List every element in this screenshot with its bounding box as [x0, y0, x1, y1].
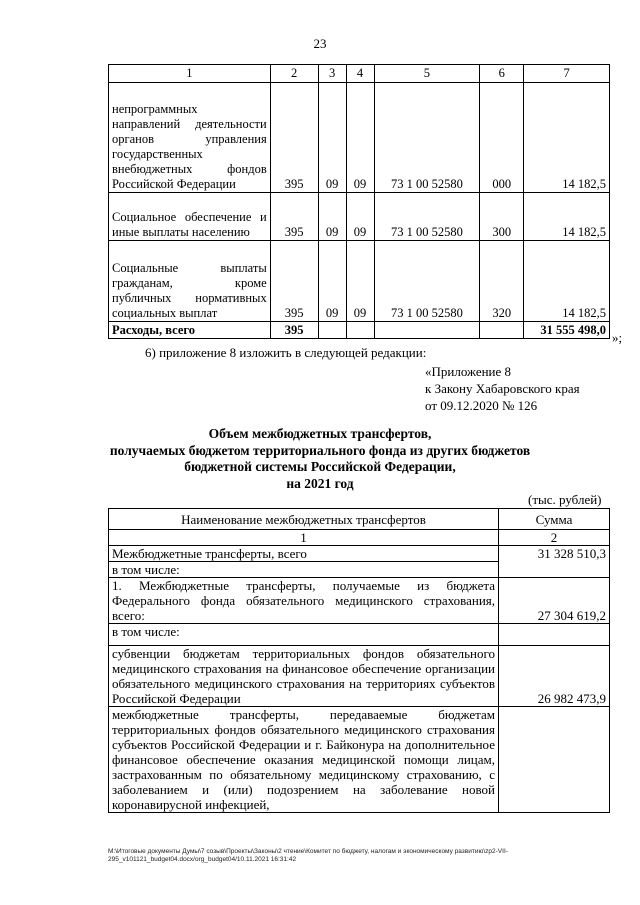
row-ved: 395	[270, 193, 318, 241]
row-vr: 000	[480, 83, 524, 193]
row-csr: 73 1 00 52580	[374, 241, 480, 322]
appendix-heading	[425, 363, 580, 414]
col-7-header: 7	[524, 65, 610, 83]
row-pr: 09	[346, 193, 374, 241]
table-row	[109, 646, 610, 707]
col-6-header: 6	[480, 65, 524, 83]
item-6-text: 6) приложение 8 изложить в следующей редакции:	[145, 345, 427, 360]
file-path-footer: M:\Итоговые документы Думы\7 созыв\Проекты\Законы\2 чтение\Комитет по бюджету, налогам и экономическому развитию\zp2-VII-295_v101121_budget04.docx/org_budget04/10.11.2021 16:31:42	[108, 848, 508, 863]
total-row	[109, 322, 610, 339]
total-label: Расходы, всего	[109, 322, 271, 339]
row-name: непрограммных направлений деятельности органов управления государственных внебюджетных фондов Российской Федерации	[109, 83, 271, 193]
row-sum: 26 982 473,9	[499, 646, 610, 707]
row-sum	[499, 624, 610, 646]
quote-close: »;	[612, 330, 623, 345]
col-5-header: 5	[374, 65, 480, 83]
row-ved: 395	[270, 83, 318, 193]
units-label: (тыс. рублей)	[528, 492, 602, 507]
row-rz: 09	[318, 241, 346, 322]
title-line: на 2021 год	[286, 475, 354, 491]
row-vr: 320	[480, 241, 524, 322]
row-rz: 09	[318, 83, 346, 193]
table-header-row	[109, 65, 610, 83]
row-name: в том числе:	[109, 624, 499, 646]
table-row	[109, 241, 610, 322]
row-csr: 73 1 00 52580	[374, 83, 480, 193]
row-vr: 300	[480, 193, 524, 241]
row-csr: 73 1 00 52580	[374, 193, 480, 241]
page-number: 23	[313, 36, 327, 51]
row-sum: 14 182,5	[524, 83, 610, 193]
transfers-table	[108, 508, 610, 813]
row-sum: 27 304 619,2	[499, 578, 610, 624]
row-name: субвенции бюджетам территориальных фондов обязательного медицинского страхования на финансовое обеспечение организации обязательного медицинского страхования на территориях субъектов Российской Федерации	[109, 646, 499, 707]
total-ved: 395	[270, 322, 318, 339]
table-row	[109, 193, 610, 241]
appendix-line: от 09.12.2020 № 126	[425, 398, 538, 413]
row-sum	[499, 707, 610, 813]
title-line: Объем межбюджетных трансфертов,	[208, 426, 432, 441]
table-row	[109, 546, 610, 562]
col-2-header: 2	[270, 65, 318, 83]
total-sum: 31 555 498,0	[524, 322, 610, 339]
table-row	[109, 578, 610, 624]
sum-header: Сумма	[499, 509, 610, 530]
title-line: получаемых бюджетом территориального фонда из других бюджетов	[109, 442, 531, 458]
row-ved: 395	[270, 241, 318, 322]
col-1-number: 1	[109, 530, 499, 546]
row-sum: 31 328 510,3	[499, 546, 610, 578]
col-4-header: 4	[346, 65, 374, 83]
document-title	[0, 426, 640, 492]
row-rz: 09	[318, 193, 346, 241]
title-line: бюджетной системы Российской Федерации,	[184, 459, 456, 474]
table-row	[109, 707, 610, 813]
appendix-line: «Приложение 8	[425, 364, 512, 379]
row-name: межбюджетные трансферты, передаваемые бюджетам территориальных фондов обязательного медицинского страхования субъектов Российской Федерации и г. Байконура на дополнительное финансовое обеспечение оказания медицинской помощи лицам, застрахованным по обязательному медицинскому страхованию, с заболеванием и (или) подозрением на заболевание новой коронавирусной инфекцией,	[109, 707, 499, 813]
table-header-row	[109, 509, 610, 530]
row-name: Социальные выплаты гражданам, кроме публичных нормативных социальных выплат	[109, 241, 271, 322]
col-3-header: 3	[318, 65, 346, 83]
table-row	[109, 83, 610, 193]
name-header: Наименование межбюджетных трансфертов	[109, 509, 499, 530]
column-number-row	[109, 530, 610, 546]
row-sum: 14 182,5	[524, 193, 610, 241]
row-name: 1. Межбюджетные трансферты, получаемые из бюджета Федерального фонда обязательного медицинского страхования, всего:	[109, 578, 499, 624]
row-sum: 14 182,5	[524, 241, 610, 322]
row-pr: 09	[346, 241, 374, 322]
col-1-header: 1	[109, 65, 271, 83]
appendix-line: к Закону Хабаровского края	[425, 381, 580, 396]
row-name: в том числе:	[109, 562, 499, 578]
col-2-number: 2	[499, 530, 610, 546]
row-name: Социальное обеспечение и иные выплаты населению	[109, 193, 271, 241]
expenses-table	[108, 64, 610, 339]
row-name: Межбюджетные трансферты, всего	[109, 546, 499, 562]
row-pr: 09	[346, 83, 374, 193]
table-row	[109, 624, 610, 646]
